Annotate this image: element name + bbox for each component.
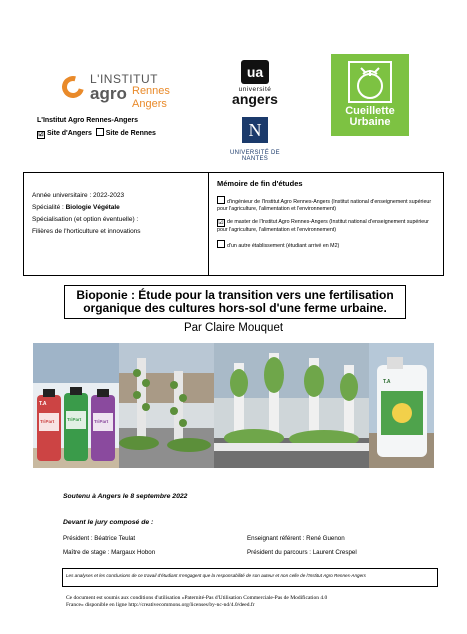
- institute-name: L'Institut Agro Rennes-Angers: [37, 117, 138, 124]
- nantes-logo-text: UNIVERSITÉ DE NANTES: [230, 150, 280, 162]
- angers-logo-sub: université: [238, 86, 272, 93]
- agro-logo-line1: L'INSTITUT: [90, 72, 158, 86]
- disclaimer: Les analyses et les conclusions de ce travail d'étudiant n'engagent que la responsabilité de son auteur et non celle de l'Institut Agro Rennes-Angers: [62, 568, 438, 587]
- jury-president: Président : Béatrice Teulat: [63, 535, 136, 542]
- memoire-option-ingenieur: [217, 196, 439, 213]
- jury-maitre-stage: Maître de stage : Margaux Hobon: [63, 549, 156, 556]
- defense-date: Soutenu à Angers le 8 septembre 2022: [63, 493, 188, 500]
- site-rennes-label: Site de Rennes: [105, 130, 156, 137]
- bottle-brand-label: T.A: [39, 401, 47, 407]
- filieres: Filières de l'horticulture et innovations: [32, 228, 141, 235]
- specialite: [32, 202, 141, 214]
- academic-year: Année universitaire : 2022-2023: [32, 192, 125, 199]
- agro-logo-line3: Rennes: [132, 85, 170, 97]
- institut-agro-logo: [62, 70, 177, 114]
- option-checkbox[interactable]: [217, 240, 225, 248]
- memoire-title: Mémoire de fin d'études: [217, 179, 303, 188]
- universite-angers-logo: [225, 60, 285, 112]
- jury-enseignant-referent: Enseignant référent : René Guenon: [247, 535, 345, 542]
- option-text: de master de l'Institut Agro Rennes-Angers (Institut national d'enseignement supérieur pour l'agriculture, l'alimentation et l'environnement): [217, 219, 429, 233]
- rooftop-towers-photo: [119, 343, 214, 468]
- thesis-title-line2: organique des cultures hors-sol d'une ferme urbaine.: [83, 301, 387, 315]
- jury-president-parcours: Président du parcours : Laurent Crespel: [247, 549, 357, 556]
- jury-section: [63, 519, 153, 526]
- site-angers-label: Site d'Angers: [47, 130, 92, 137]
- specialisation: Spécialisation (et option éventuelle) :: [32, 216, 139, 223]
- agro-logo-line4: Angers: [132, 98, 167, 110]
- specialite-value: Biologie Végétale: [65, 204, 120, 211]
- license-line2: France» disponible en ligne http://creativecommons.org/licenses/by-nc-nd/4.0/deed.fr: [66, 602, 255, 608]
- cueillette-urbaine-logo: [331, 54, 409, 136]
- cueillette-line2: Urbaine: [349, 116, 391, 128]
- info-right-column: [217, 179, 439, 256]
- thesis-title: [64, 285, 406, 319]
- license-notice: [66, 595, 327, 609]
- bottle-label-2: TriPart: [67, 417, 82, 422]
- angers-logo-main: angers: [232, 91, 278, 107]
- cueillette-line1: Cueillette: [345, 105, 395, 117]
- site-angers-checkbox[interactable]: ☑: [38, 132, 44, 138]
- site-selection: [37, 128, 156, 139]
- info-table: [23, 172, 444, 276]
- author: Par Claire Mouquet: [183, 322, 284, 334]
- option-checkbox[interactable]: [217, 196, 225, 204]
- site-rennes-checkbox[interactable]: [96, 128, 104, 136]
- memoire-option-master: [217, 219, 439, 234]
- agro-logo-line2: agro: [90, 84, 127, 103]
- option-checkbox[interactable]: ☑: [218, 220, 224, 226]
- jury-heading: Devant le jury composé de :: [63, 519, 154, 526]
- photo-collage: [33, 343, 434, 468]
- bottle-label-3: TriPart: [94, 419, 109, 424]
- bottle-label-1: TriPart: [40, 419, 55, 424]
- tomato-icon: [347, 60, 393, 104]
- option-text: d'ingénieur de l'Institut Agro Rennes-Angers (Institut national d'enseignement supérieur pour l'agriculture, l'alimentation et l'environnement): [217, 199, 432, 212]
- can-brand-label: T.A: [383, 379, 391, 385]
- universite-nantes-logo: [218, 117, 292, 163]
- specialite-label: Spécialité :: [32, 204, 66, 211]
- fertilizer-can-photo: [369, 343, 434, 468]
- ua-mark-icon: ua: [241, 60, 269, 84]
- info-left-column: [32, 190, 141, 238]
- license-line1: Ce document est soumis aux conditions d'utilisation «Paternité-Pas d'Utilisation Commerciale-Pas de Modification 4.0: [66, 595, 328, 601]
- nantes-mark-icon: N: [242, 117, 268, 143]
- memoire-option-autre: [217, 240, 439, 250]
- thesis-title-line1: Bioponie : Étude pour la transition vers une fertilisation: [76, 288, 394, 302]
- nutrient-bottles-photo: [33, 343, 119, 468]
- agro-circle-icon: [58, 72, 88, 102]
- greenhouse-towers-photo: [214, 343, 369, 468]
- info-divider: [208, 173, 209, 276]
- option-text: d'un autre établissement (étudiant arrivé en M2): [227, 243, 340, 249]
